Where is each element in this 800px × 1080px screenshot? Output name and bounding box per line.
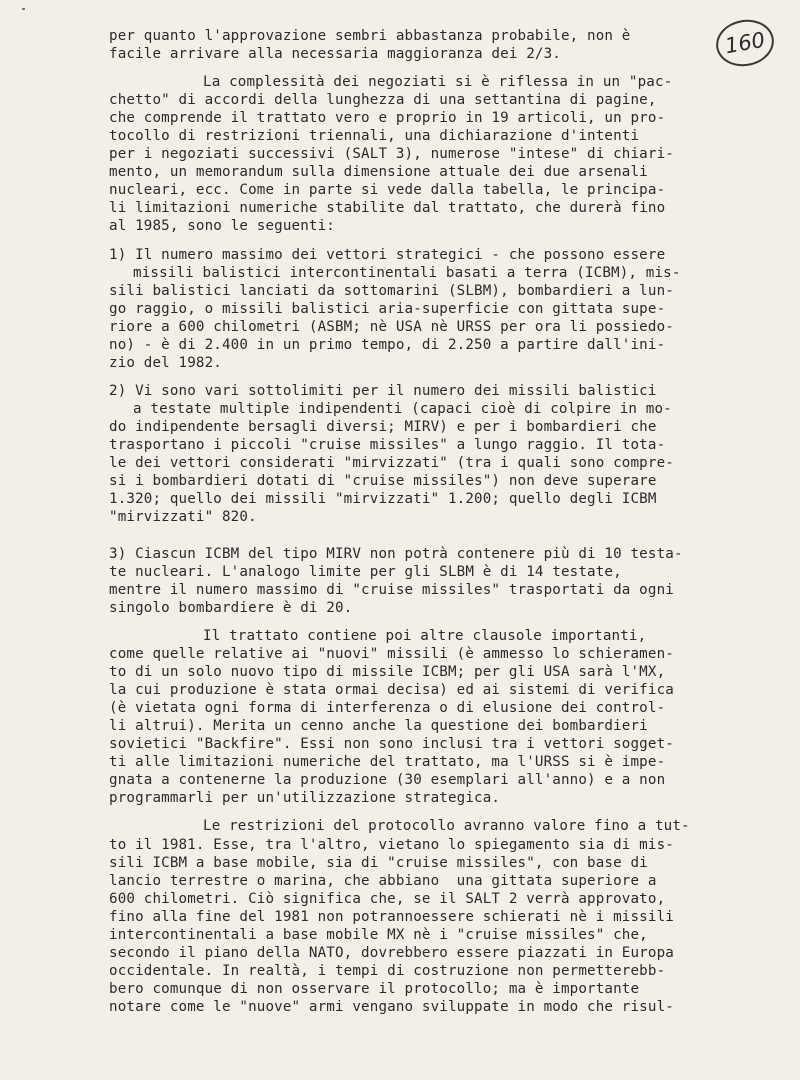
text-line: la cui produzione è stata ormai decisa) ed ai sistemi di verifica: [109, 682, 674, 698]
text-line: 2) Vi sono vari sottolimiti per il numero dei missili balistici: [109, 383, 657, 399]
text-line: a testate multiple indipendenti (capaci cioè di colpire in mo-: [133, 401, 672, 417]
text-line: do indipendente bersagli diversi; MIRV) e per i bombardieri che: [109, 419, 657, 435]
text-line: secondo il piano della NATO, dovrebbero essere piazzati in Europa: [109, 945, 674, 961]
text-line: missili balistici intercontinentali basati a terra (ICBM), mis-: [133, 265, 681, 281]
text-line: 1.320; quello dei missili "mirvizzati" 1.200; quello degli ICBM: [109, 491, 657, 507]
page-number: 160: [712, 15, 777, 70]
text-line: come quelle relative ai "nuovi" missili (è ammesso lo schieramen-: [109, 646, 674, 662]
text-line: che comprende il trattato vero e proprio in 19 articoli, un pro-: [109, 110, 666, 126]
text-line: per i negoziati successivi (SALT 3), numerose "intese" di chiari-: [109, 146, 674, 162]
text-line: Le restrizioni del protocollo avranno valore fino a tut-: [203, 818, 690, 834]
text-line: chetto" di accordi della lunghezza di una settantina di pagine,: [109, 92, 657, 108]
text-line: occidentale. In realtà, i tempi di costruzione non permetterebb-: [109, 963, 666, 979]
text-line: riore a 600 chilometri (ASBM; nè USA nè URSS per ora li possiedo-: [109, 319, 674, 335]
text-line: ti alle limitazioni numeriche del trattato, ma l'URSS si è impe-: [109, 754, 666, 770]
scan-speck: [22, 8, 25, 10]
text-line: sili balistici lanciati da sottomarini (SLBM), bombardieri a lun-: [109, 283, 674, 299]
text-line: notare come le "nuove" armi vengano sviluppate in modo che risul-: [109, 999, 674, 1015]
text-line: tocollo di restrizioni triennali, una dichiarazione d'intenti: [109, 128, 640, 144]
text-line: zio del 1982.: [109, 355, 222, 371]
text-line: nucleari, ecc. Come in parte si vede dalla tabella, le principa-: [109, 182, 666, 198]
text-line: sovietici "Backfire". Essi non sono inclusi tra i vettori sogget-: [109, 736, 674, 752]
text-line: le dei vettori considerati "mirvizzati" (tra i quali sono compre-: [109, 455, 674, 471]
text-line: Il trattato contiene poi altre clausole importanti,: [203, 628, 647, 644]
text-line: bero comunque di non osservare il protocollo; ma è importante: [109, 981, 640, 997]
text-line: to il 1981. Esse, tra l'altro, vietano lo spiegamento sia di mis-: [109, 837, 674, 853]
text-line: al 1985, sono le seguenti:: [109, 218, 335, 234]
text-line: te nucleari. L'analogo limite per gli SLBM è di 14 testate,: [109, 564, 622, 580]
text-line: mento, un memorandum sulla dimensione attuale dei due arsenali: [109, 164, 648, 180]
text-line: (è vietata ogni forma di interferenza o di elusione dei control-: [109, 700, 666, 716]
text-line: si i bombardieri dotati di "cruise missiles") non deve superare: [109, 473, 657, 489]
text-line: fino alla fine del 1981 non potrannoessere schierati nè i missili: [109, 909, 674, 925]
text-line: facile arrivare alla necessaria maggioranza dei 2/3.: [109, 46, 561, 62]
text-line: mentre il numero massimo di "cruise missiles" trasportati da ogni: [109, 582, 674, 598]
text-line: go raggio, o missili balistici aria-superficie con gittata supe-: [109, 301, 666, 317]
text-line: 3) Ciascun ICBM del tipo MIRV non potrà contenere più di 10 testa-: [109, 546, 683, 562]
text-line: "mirvizzati" 820.: [109, 509, 257, 525]
text-line: programmarli per un'utilizzazione strategica.: [109, 790, 501, 806]
text-line: li limitazioni numeriche stabilite dal trattato, che durerà fino: [109, 200, 666, 216]
text-line: singolo bombardiere è di 20.: [109, 600, 353, 616]
text-line: lancio terrestre o marina, che abbiano una gittata superiore a: [109, 873, 657, 889]
text-line: 600 chilometri. Ciò significa che, se il SALT 2 verrà approvato,: [109, 891, 666, 907]
text-line: li altrui). Merita un cenno anche la questione dei bombardieri: [109, 718, 648, 734]
text-line: to di un solo nuovo tipo di missile ICBM; per gli USA sarà l'MX,: [109, 664, 666, 680]
text-line: trasportano i piccoli "cruise missiles" a lungo raggio. Il tota-: [109, 437, 666, 453]
text-line: intercontinentali a base mobile MX nè i "cruise missiles" che,: [109, 927, 648, 943]
text-line: per quanto l'approvazione sembri abbastanza probabile, non è: [109, 28, 631, 44]
text-line: no) - è di 2.400 in un primo tempo, di 2.250 a partire dall'ini-: [109, 337, 666, 353]
text-line: 1) Il numero massimo dei vettori strategici - che possono essere: [109, 247, 666, 263]
text-line: sili ICBM a base mobile, sia di "cruise missiles", con base di: [109, 855, 648, 871]
text-line: La complessità dei negoziati si è riflessa in un "pac-: [203, 74, 673, 90]
text-line: gnata a contenerne la produzione (30 esemplari all'anno) e a non: [109, 772, 666, 788]
